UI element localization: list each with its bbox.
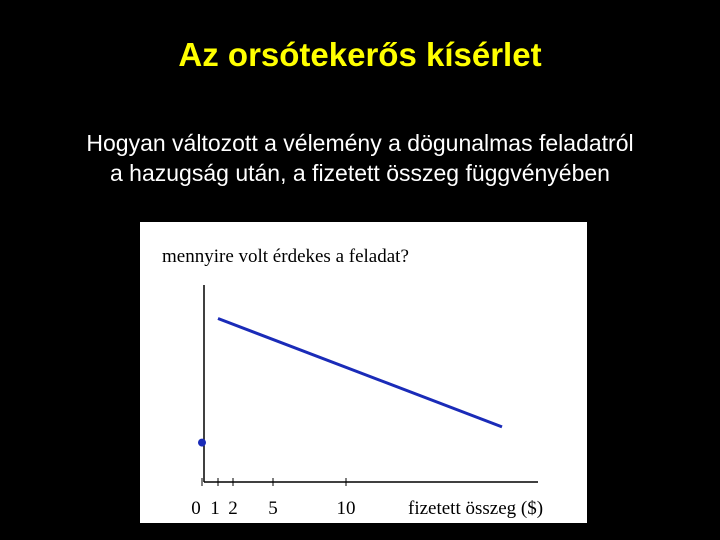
- slide-subtitle: [20, 128, 700, 188]
- x-ticks: [191, 478, 355, 519]
- subtitle-line-2: a hazugság után, a fizetett összeg függvényében: [110, 160, 610, 186]
- data-point-marker: [198, 439, 206, 447]
- x-tick-label: 10: [336, 498, 356, 519]
- series-group: [198, 318, 502, 446]
- x-tick-label: 5: [268, 498, 278, 519]
- chart-title: mennyire volt érdekes a feladat?: [162, 246, 409, 267]
- subtitle-line-1: Hogyan változott a vélemény a dögunalmas feladatról: [86, 130, 634, 156]
- chart-svg: [140, 222, 587, 523]
- x-tick-label: 0: [191, 498, 201, 519]
- x-tick-label: 1: [210, 498, 220, 519]
- series-line: [218, 318, 502, 426]
- x-tick-label: 2: [228, 498, 238, 519]
- slide-title: Az orsótekerős kísérlet: [178, 36, 542, 73]
- chart-panel: [140, 222, 587, 523]
- x-axis-label: fizetett összeg ($): [408, 498, 544, 519]
